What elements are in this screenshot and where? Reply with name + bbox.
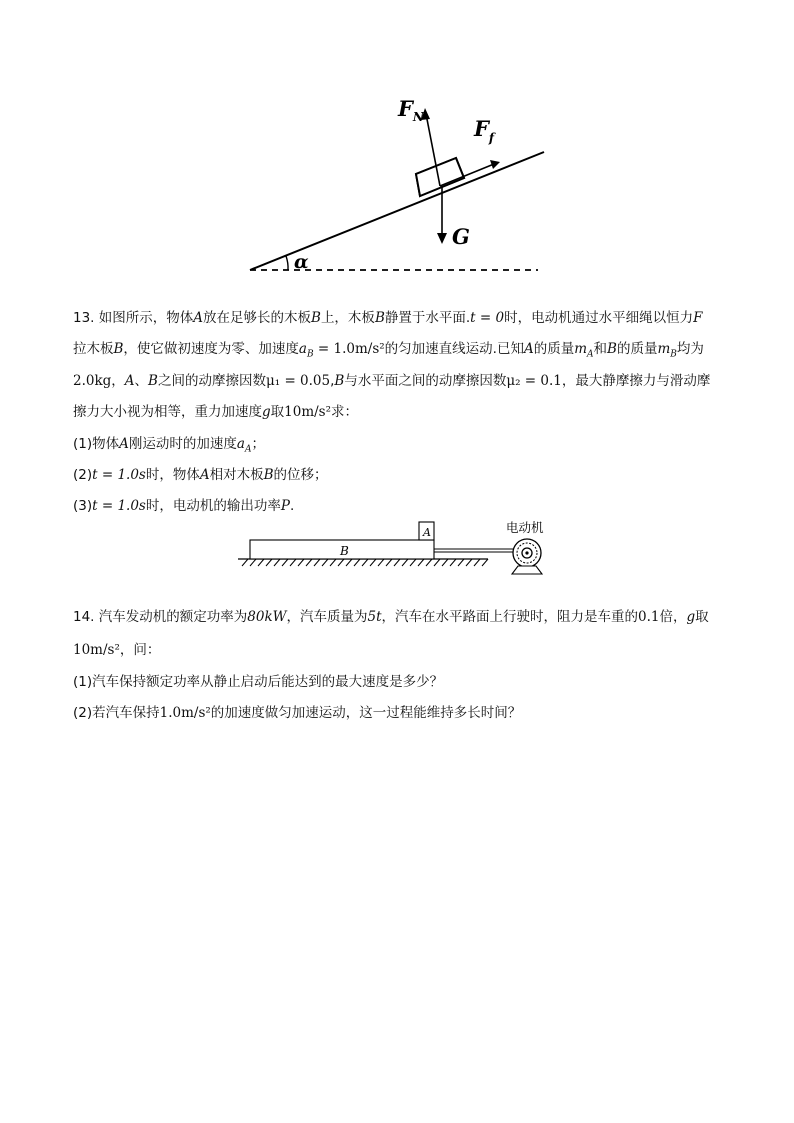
motor-base — [512, 566, 542, 574]
q14-sub-1: (1)汽车保持额定功率从静止启动后能达到的最大速度是多少？ — [73, 674, 444, 690]
q13-sub-1: (1)物体A刚运动时的加速度$a_A$； — [73, 436, 265, 455]
label-motor: 电动机 — [506, 520, 544, 535]
q13-line-3: 2.0kg，A、B之间的动摩擦因数μ₁ = 0.05,B与水平面之间的动摩擦因数μ₂ = 0.1，最大静摩擦力与滑动摩 — [73, 373, 711, 389]
q13-line-2: 拉木板B，使它做初速度为零、加速度$a_B = 1.0m/s^2$的匀加速直线运动.已知A的质量$m_A$和B的质量$m_B$均为 — [73, 341, 704, 360]
label-friction-force: $F_f$ — [474, 116, 495, 145]
q13-sub-2: (2)t = 1.0s时，物体A相对木板B的位移； — [73, 467, 328, 483]
q14-line-1: 14. 汽车发动机的额定功率为80kW，汽车质量为5t，汽车在水平路面上行驶时，阻力是车重的0.1倍，g取 — [73, 609, 709, 625]
label-block-a: A — [423, 526, 431, 539]
incline-figure — [240, 90, 560, 280]
q13-sub-3: (3)t = 1.0s时，电动机的输出功率P. — [73, 498, 295, 514]
label-alpha: α — [294, 251, 309, 273]
angle-arc — [286, 256, 288, 270]
label-normal-force: $F_N$ — [398, 96, 424, 124]
q13-line-1: 13. 如图所示，物体A放在足够长的木板B上，木板B静置于水平面.t = 0时，电动机通过水平细绳以恒力F — [73, 310, 703, 326]
q14-sub-2: (2)若汽车保持1.0m/s²的加速度做匀加速运动，这一过程能维持多长时间？ — [73, 705, 522, 721]
gravity-arrowhead — [437, 233, 447, 244]
board-motor-figure — [236, 516, 556, 578]
friction-force-arrowhead — [490, 160, 500, 169]
label-gravity: G — [452, 224, 470, 249]
ground-hatching — [242, 559, 488, 566]
q14-line-2: 10m/s²，问： — [73, 642, 161, 658]
label-board-b: B — [340, 544, 349, 558]
q13-line-4: 擦力大小视为相等，重力加速度g取10m/s²求： — [73, 404, 359, 420]
